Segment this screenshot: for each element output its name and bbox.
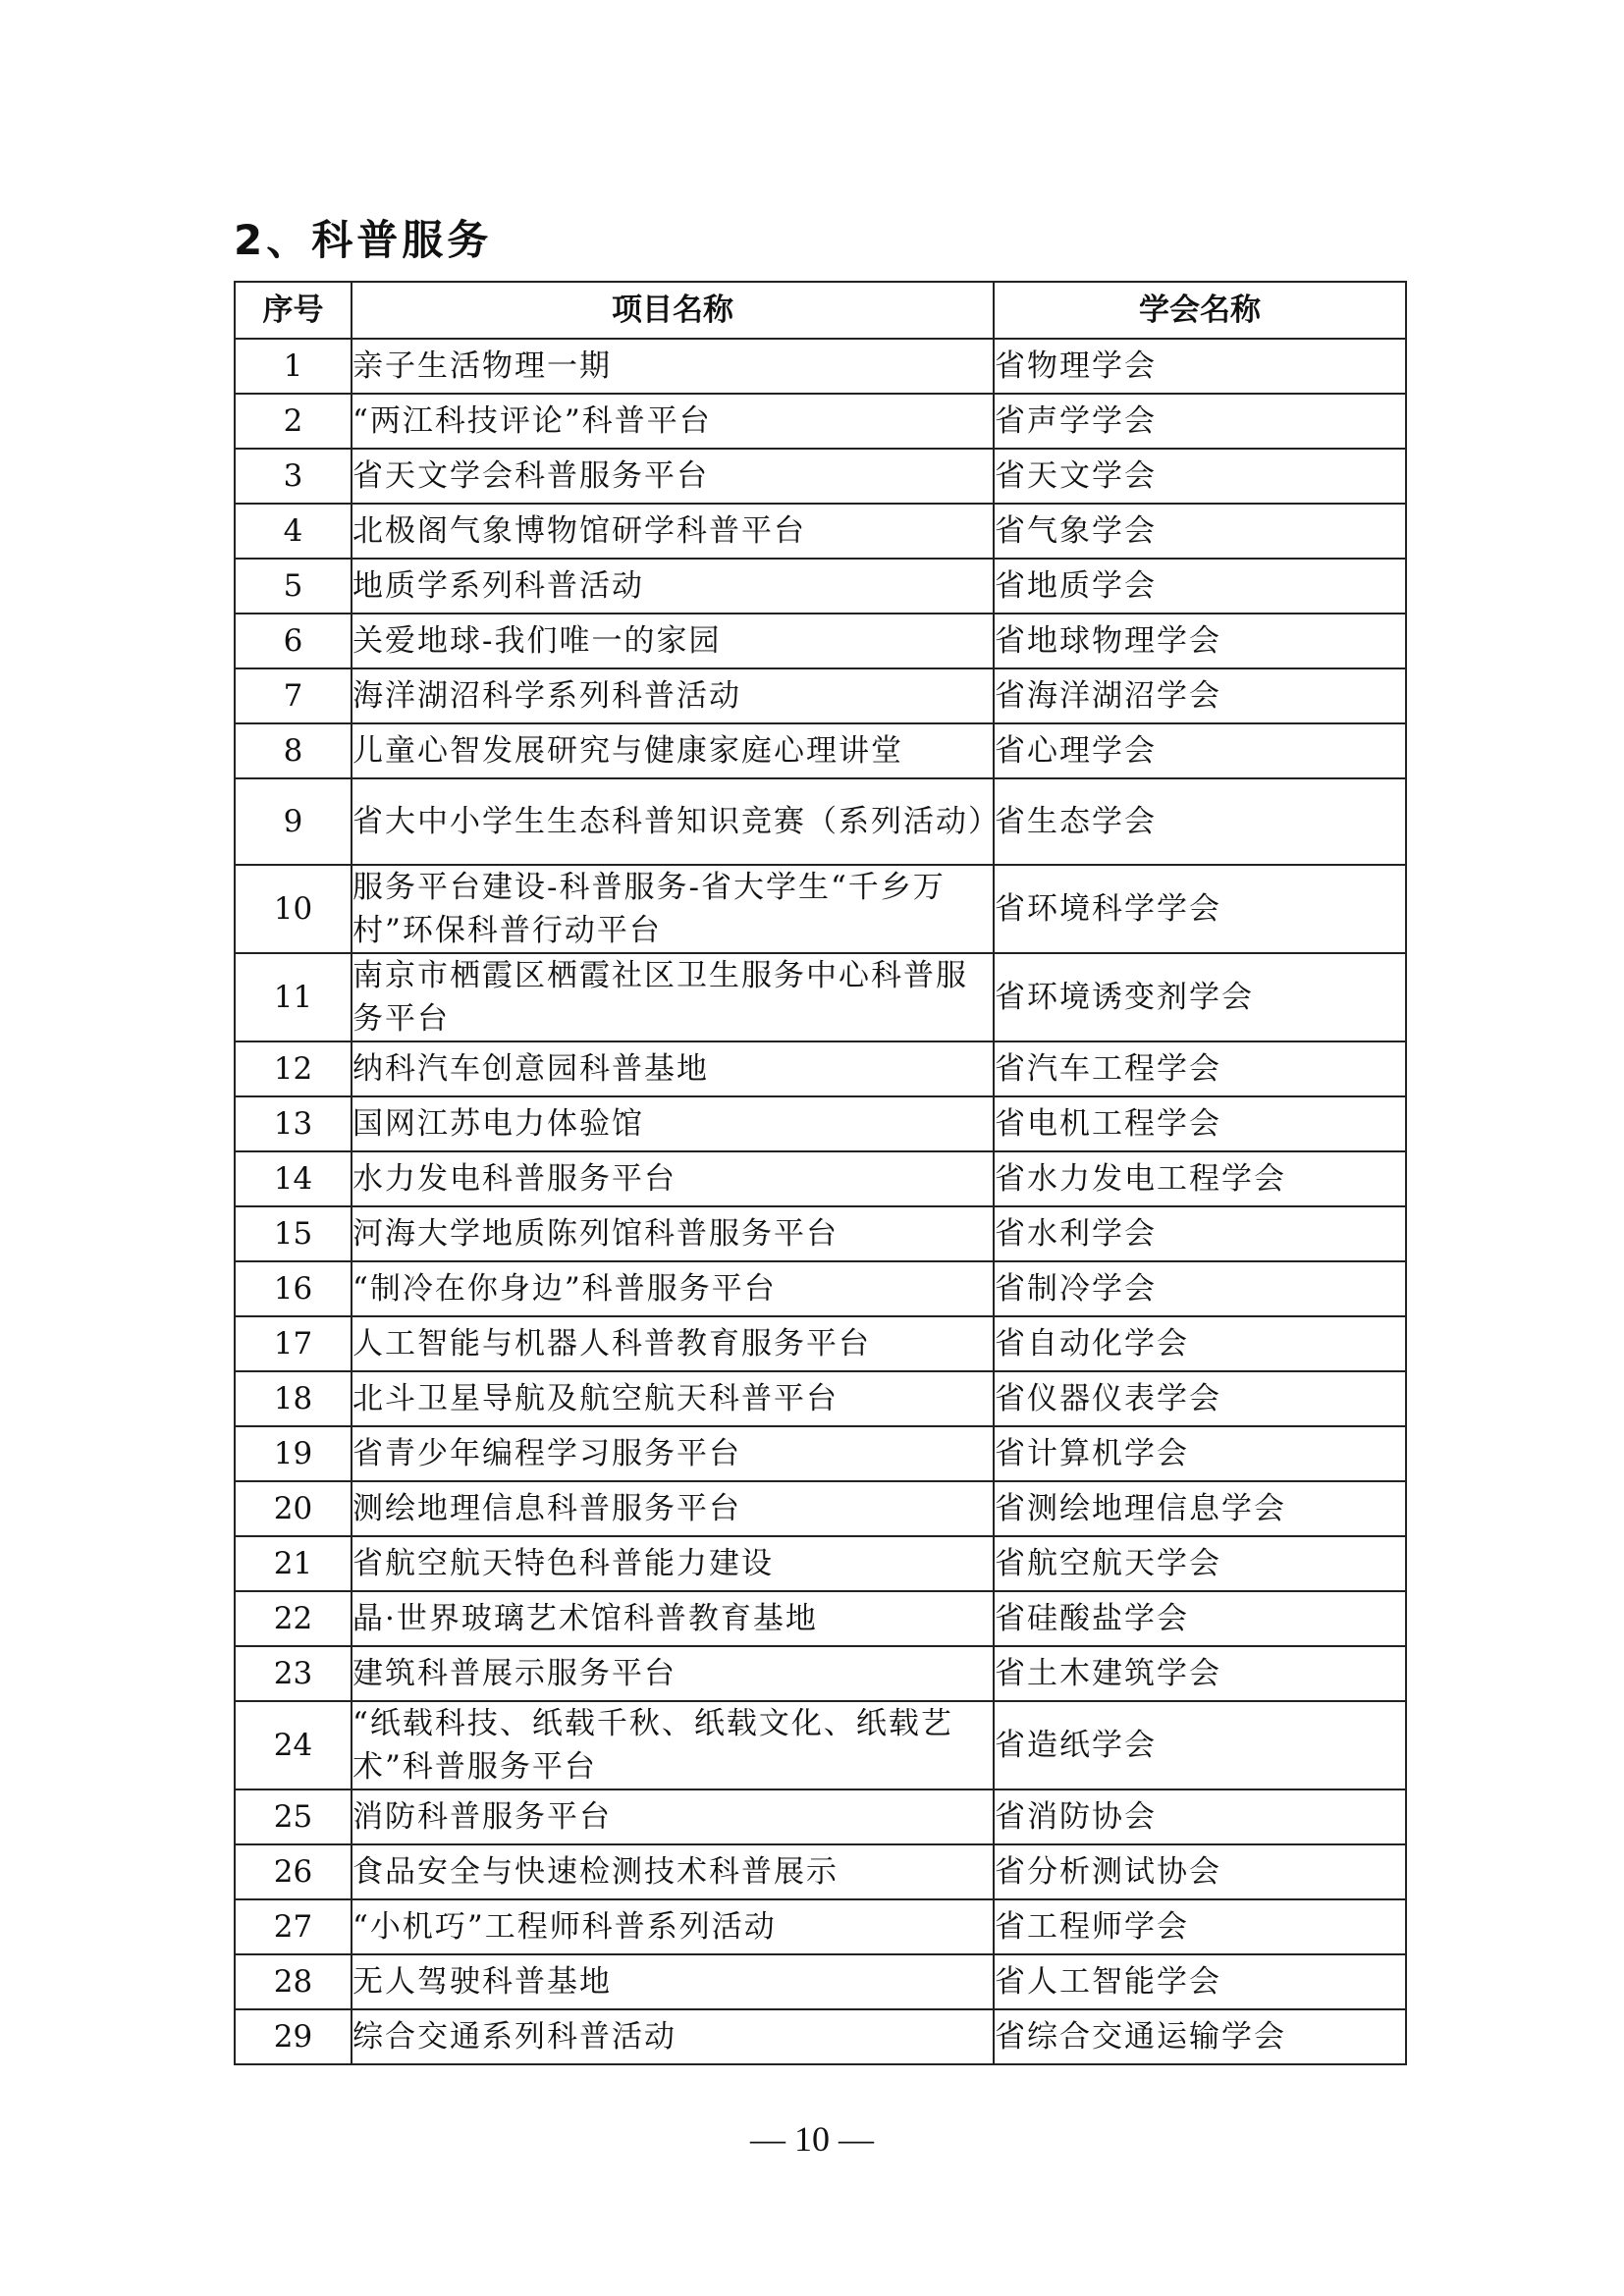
row-no: 16 (235, 1261, 352, 1316)
table-row (235, 2009, 1406, 2064)
table-row (235, 1591, 1406, 1646)
table-row (235, 1701, 1406, 1789)
row-society: 省生态学会 (994, 778, 1406, 865)
row-society: 省硅酸盐学会 (994, 1591, 1406, 1646)
row-society: 省分析测试协会 (994, 1844, 1406, 1899)
table-row (235, 668, 1406, 723)
row-society: 省声学学会 (994, 394, 1406, 449)
row-society: 省海洋湖沼学会 (994, 668, 1406, 723)
row-project: 儿童心智发展研究与健康家庭心理讲堂 (352, 723, 994, 778)
row-society: 省综合交通运输学会 (994, 2009, 1406, 2064)
row-society: 省航空航天学会 (994, 1536, 1406, 1591)
table-row (235, 1899, 1406, 1954)
row-no: 27 (235, 1899, 352, 1954)
row-project: 无人驾驶科普基地 (352, 1954, 994, 2009)
table-row (235, 1151, 1406, 1206)
row-project: 省航空航天特色科普能力建设 (352, 1536, 994, 1591)
row-no: 14 (235, 1151, 352, 1206)
row-project: 测绘地理信息科普服务平台 (352, 1481, 994, 1536)
table-header-row (235, 282, 1406, 339)
row-society: 省电机工程学会 (994, 1096, 1406, 1151)
row-society: 省计算机学会 (994, 1426, 1406, 1481)
row-society: 省测绘地理信息学会 (994, 1481, 1406, 1536)
row-project: 食品安全与快速检测技术科普展示 (352, 1844, 994, 1899)
row-no: 20 (235, 1481, 352, 1536)
row-no: 3 (235, 449, 352, 504)
row-project: 省青少年编程学习服务平台 (352, 1426, 994, 1481)
row-no: 26 (235, 1844, 352, 1899)
row-project: 综合交通系列科普活动 (352, 2009, 994, 2064)
row-no: 2 (235, 394, 352, 449)
table-row (235, 1844, 1406, 1899)
table-row (235, 394, 1406, 449)
table-row (235, 953, 1406, 1041)
row-society: 省心理学会 (994, 723, 1406, 778)
row-society: 省自动化学会 (994, 1316, 1406, 1371)
table-row (235, 1096, 1406, 1151)
row-project: 南京市栖霞区栖霞社区卫生服务中心科普服务平台 (352, 953, 994, 1041)
page-number: — 10 — (750, 2119, 874, 2159)
row-society: 省人工智能学会 (994, 1954, 1406, 2009)
table-row (235, 339, 1406, 394)
table-row (235, 778, 1406, 865)
table-row (235, 1789, 1406, 1844)
row-project: 北斗卫星导航及航空航天科普平台 (352, 1371, 994, 1426)
row-no: 4 (235, 504, 352, 559)
table-row (235, 1954, 1406, 2009)
row-project: “小机巧”工程师科普系列活动 (352, 1899, 994, 1954)
table-row (235, 504, 1406, 559)
table-row (235, 1646, 1406, 1701)
table-row (235, 723, 1406, 778)
table-row (235, 1536, 1406, 1591)
row-project: 消防科普服务平台 (352, 1789, 994, 1844)
row-project: 关爱地球-我们唯一的家园 (352, 614, 994, 668)
row-no: 10 (235, 865, 352, 953)
table-row (235, 614, 1406, 668)
row-no: 21 (235, 1536, 352, 1591)
table-row (235, 1206, 1406, 1261)
row-project: “两江科技评论”科普平台 (352, 394, 994, 449)
row-society: 省地质学会 (994, 559, 1406, 614)
row-project: 建筑科普展示服务平台 (352, 1646, 994, 1701)
table-row (235, 1316, 1406, 1371)
row-society: 省环境科学学会 (994, 865, 1406, 953)
row-no: 22 (235, 1591, 352, 1646)
row-no: 25 (235, 1789, 352, 1844)
row-society: 省物理学会 (994, 339, 1406, 394)
row-no: 5 (235, 559, 352, 614)
section-title: 2、科普服务 (234, 216, 493, 264)
row-project: 亲子生活物理一期 (352, 339, 994, 394)
row-society: 省制冷学会 (994, 1261, 1406, 1316)
row-society: 省造纸学会 (994, 1701, 1406, 1789)
row-society: 省天文学会 (994, 449, 1406, 504)
row-no: 24 (235, 1701, 352, 1789)
row-project: 河海大学地质陈列馆科普服务平台 (352, 1206, 994, 1261)
row-society: 省气象学会 (994, 504, 1406, 559)
table-row (235, 865, 1406, 953)
row-no: 15 (235, 1206, 352, 1261)
row-no: 19 (235, 1426, 352, 1481)
row-no: 29 (235, 2009, 352, 2064)
table-row (235, 1041, 1406, 1096)
row-society: 省水力发电工程学会 (994, 1151, 1406, 1206)
table-row (235, 1426, 1406, 1481)
row-project: 晶·世界玻璃艺术馆科普教育基地 (352, 1591, 994, 1646)
row-no: 12 (235, 1041, 352, 1096)
header-no: 序号 (235, 282, 352, 339)
header-society: 学会名称 (994, 282, 1406, 339)
row-no: 8 (235, 723, 352, 778)
row-project: 省天文学会科普服务平台 (352, 449, 994, 504)
row-no: 28 (235, 1954, 352, 2009)
row-no: 18 (235, 1371, 352, 1426)
row-project: 人工智能与机器人科普教育服务平台 (352, 1316, 994, 1371)
row-project: 北极阁气象博物馆研学科普平台 (352, 504, 994, 559)
row-society: 省土木建筑学会 (994, 1646, 1406, 1701)
row-project: 海洋湖沼科学系列科普活动 (352, 668, 994, 723)
row-project: 服务平台建设-科普服务-省大学生“千乡万村”环保科普行动平台 (352, 865, 994, 953)
table-row (235, 1481, 1406, 1536)
row-society: 省汽车工程学会 (994, 1041, 1406, 1096)
row-no: 7 (235, 668, 352, 723)
row-project: “纸载科技、纸载千秋、纸载文化、纸载艺术”科普服务平台 (352, 1701, 994, 1789)
row-no: 11 (235, 953, 352, 1041)
row-society: 省环境诱变剂学会 (994, 953, 1406, 1041)
row-project: 地质学系列科普活动 (352, 559, 994, 614)
row-society: 省消防协会 (994, 1789, 1406, 1844)
row-no: 13 (235, 1096, 352, 1151)
table-row (235, 1371, 1406, 1426)
row-no: 6 (235, 614, 352, 668)
row-project: 纳科汽车创意园科普基地 (352, 1041, 994, 1096)
row-project: “制冷在你身边”科普服务平台 (352, 1261, 994, 1316)
row-project: 水力发电科普服务平台 (352, 1151, 994, 1206)
table-row (235, 1261, 1406, 1316)
row-society: 省仪器仪表学会 (994, 1371, 1406, 1426)
table-row (235, 449, 1406, 504)
table-row (235, 559, 1406, 614)
row-project: 国网江苏电力体验馆 (352, 1096, 994, 1151)
row-no: 17 (235, 1316, 352, 1371)
row-society: 省工程师学会 (994, 1899, 1406, 1954)
row-no: 9 (235, 778, 352, 865)
row-society: 省水利学会 (994, 1206, 1406, 1261)
row-project: 省大中小学生生态科普知识竞赛（系列活动） (352, 778, 994, 865)
row-no: 1 (235, 339, 352, 394)
row-no: 23 (235, 1646, 352, 1701)
project-table (234, 281, 1407, 2065)
row-society: 省地球物理学会 (994, 614, 1406, 668)
header-project: 项目名称 (352, 282, 994, 339)
